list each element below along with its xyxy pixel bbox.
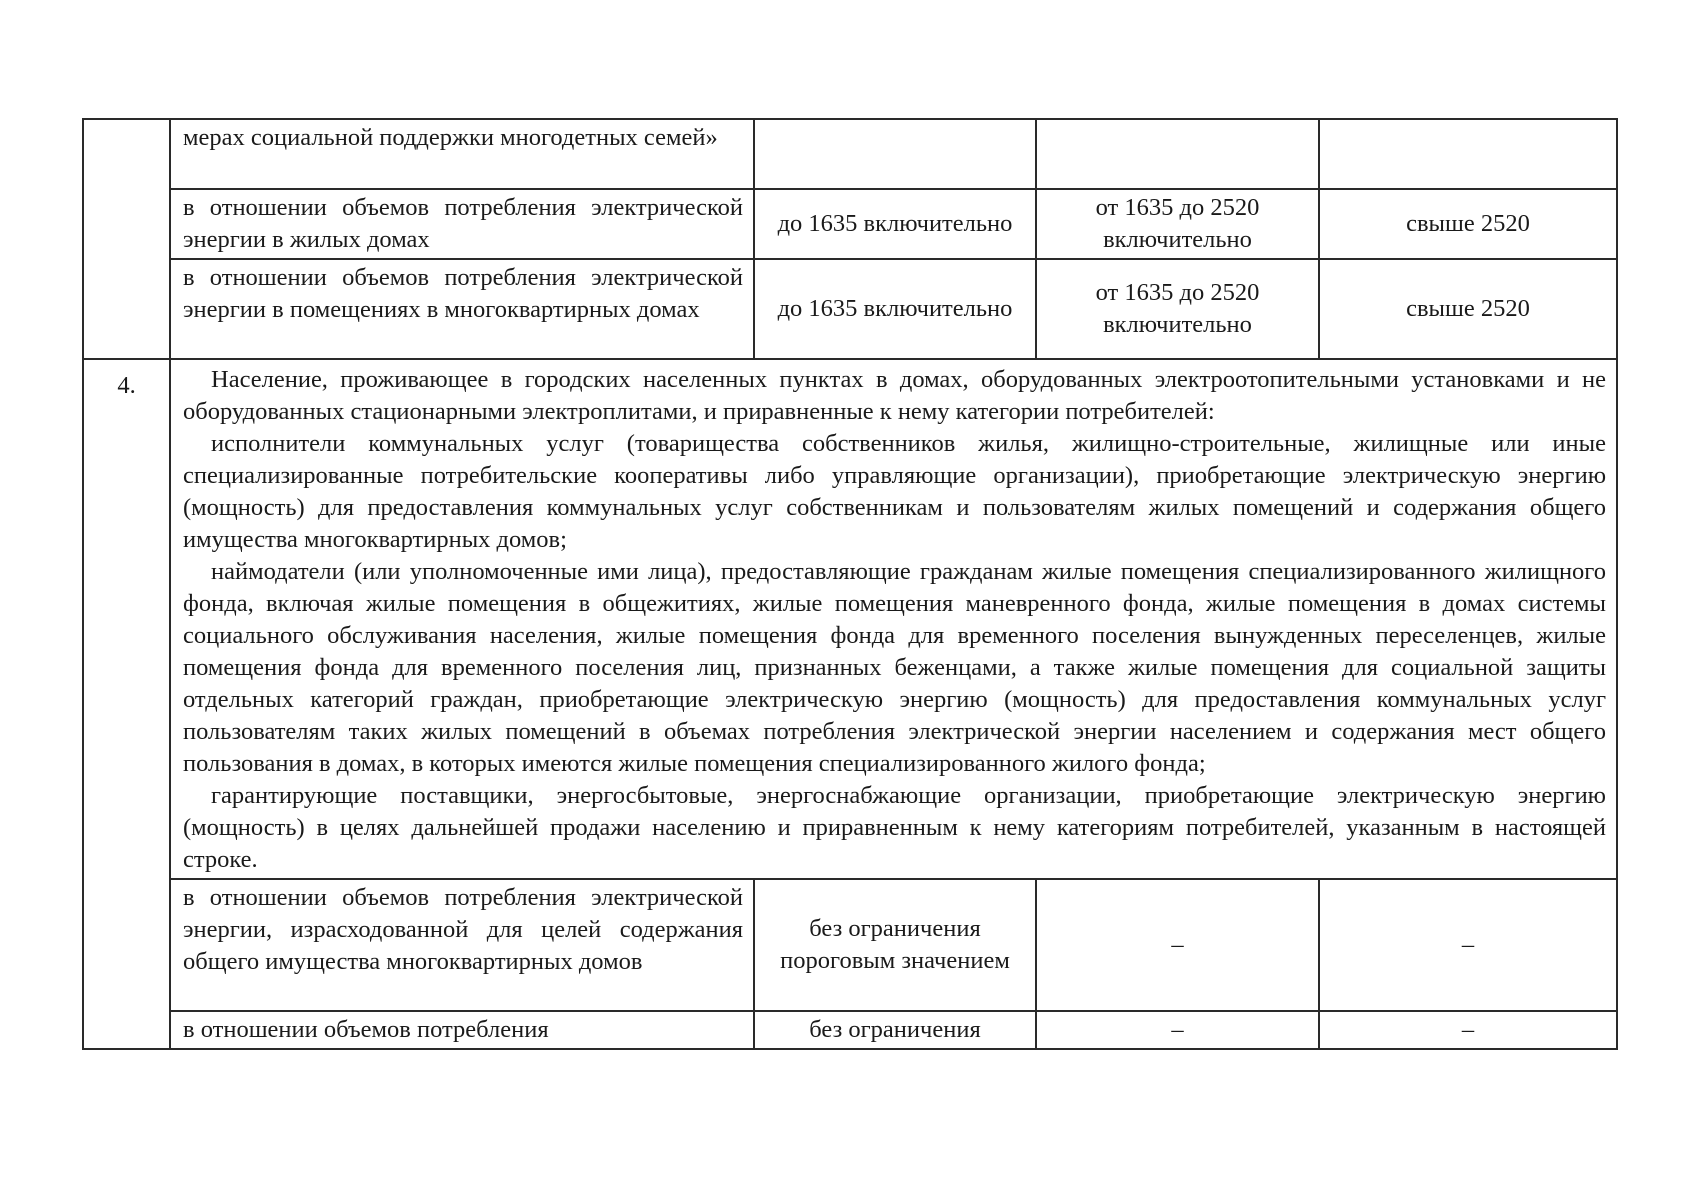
value-cell-2: – — [1036, 879, 1319, 1011]
value-cell-3: свыше 2520 — [1319, 189, 1617, 259]
table-row — [83, 259, 1617, 359]
description-cell: в отношении объемов потребления электрической энергии в жилых домах — [170, 189, 754, 259]
value-cell-3: – — [1319, 1011, 1617, 1049]
value-cell-2 — [1036, 119, 1319, 189]
value-cell-2: – — [1036, 1011, 1319, 1049]
value-cell-3 — [1319, 119, 1617, 189]
description-cell: в отношении объемов потребления электрической энергии в помещениях в многоквартирных домах — [170, 259, 754, 359]
paragraph: наймодатели (или уполномоченные ими лица), предоставляющие гражданам жилые помещения специализированного жилищного фонда, включая жилые помещения в общежитиях, жилые помещения маневренного фонда, жилые помещения в домах системы социального обслуживания населения, жилые помещения фонда для временного поселения вынужденных переселенцев, жилые помещения фонда для временного поселения лиц, признанных беженцами, а также жилые помещения для социальной защиты отдельных категорий граждан, приобретающие электрическую энергию (мощность) для предоставления коммунальных услуг пользователям таких жилых помещений в объемах потребления электрической энергии населением и содержания мест общего пользования в домах, в которых имеются жилые помещения специализированного жилого фонда; — [183, 558, 1606, 777]
description-cell: мерах социальной поддержки многодетных семей» — [170, 119, 754, 189]
value-cell-1: до 1635 включительно — [754, 189, 1036, 259]
value-cell-3: – — [1319, 879, 1617, 1011]
table-row — [83, 189, 1617, 259]
paragraph: исполнители коммунальных услуг (товарищества собственников жилья, жилищно-строительные, жилищные или иные специализированные потребительские кооперативы либо управляющие организации), приобретающие электрическую энергию (мощность) для предоставления коммунальных услуг собственникам и пользователям жилых помещений и содержания общего имущества многоквартирных домов; — [183, 430, 1606, 553]
value-cell-2: от 1635 до 2520 включительно — [1036, 189, 1319, 259]
paragraph: Население, проживающее в городских населенных пунктах в домах, оборудованных электроотопительными установками и не оборудованных стационарными электроплитами, и приравненные к нему категории потребителей: — [183, 366, 1606, 425]
table-row — [83, 879, 1617, 1011]
value-cell-1 — [754, 119, 1036, 189]
description-text: в отношении объемов потребления — [183, 1016, 549, 1043]
value-cell-1 — [754, 1011, 1036, 1049]
row-number: 4. — [83, 359, 170, 1049]
value-cell-1: до 1635 включительно — [754, 259, 1036, 359]
paragraph: гарантирующие поставщики, энергосбытовые, энергоснабжающие организации, приобретающие электрическую энергию (мощность) в целях дальнейшей продажи населению и приравненным к нему категориям потребителей, указанным в настоящей строке. — [183, 782, 1606, 873]
value-cell-2: от 1635 до 2520 включительно — [1036, 259, 1319, 359]
value-cell-3: свыше 2520 — [1319, 259, 1617, 359]
value-text: без ограничения — [809, 1016, 981, 1043]
table-row — [83, 119, 1617, 189]
description-cell: в отношении объемов потребления электрической энергии, израсходованной для целей содержания общего имущества многоквартирных домов — [170, 879, 754, 1011]
row-number-cell — [83, 119, 170, 359]
tariff-table — [82, 118, 1618, 1050]
section-row — [83, 359, 1617, 879]
table-row — [83, 1011, 1617, 1049]
description-cell — [170, 1011, 754, 1049]
value-cell-1: без ограничения пороговым значением — [754, 879, 1036, 1011]
section-text-cell — [170, 359, 1617, 879]
